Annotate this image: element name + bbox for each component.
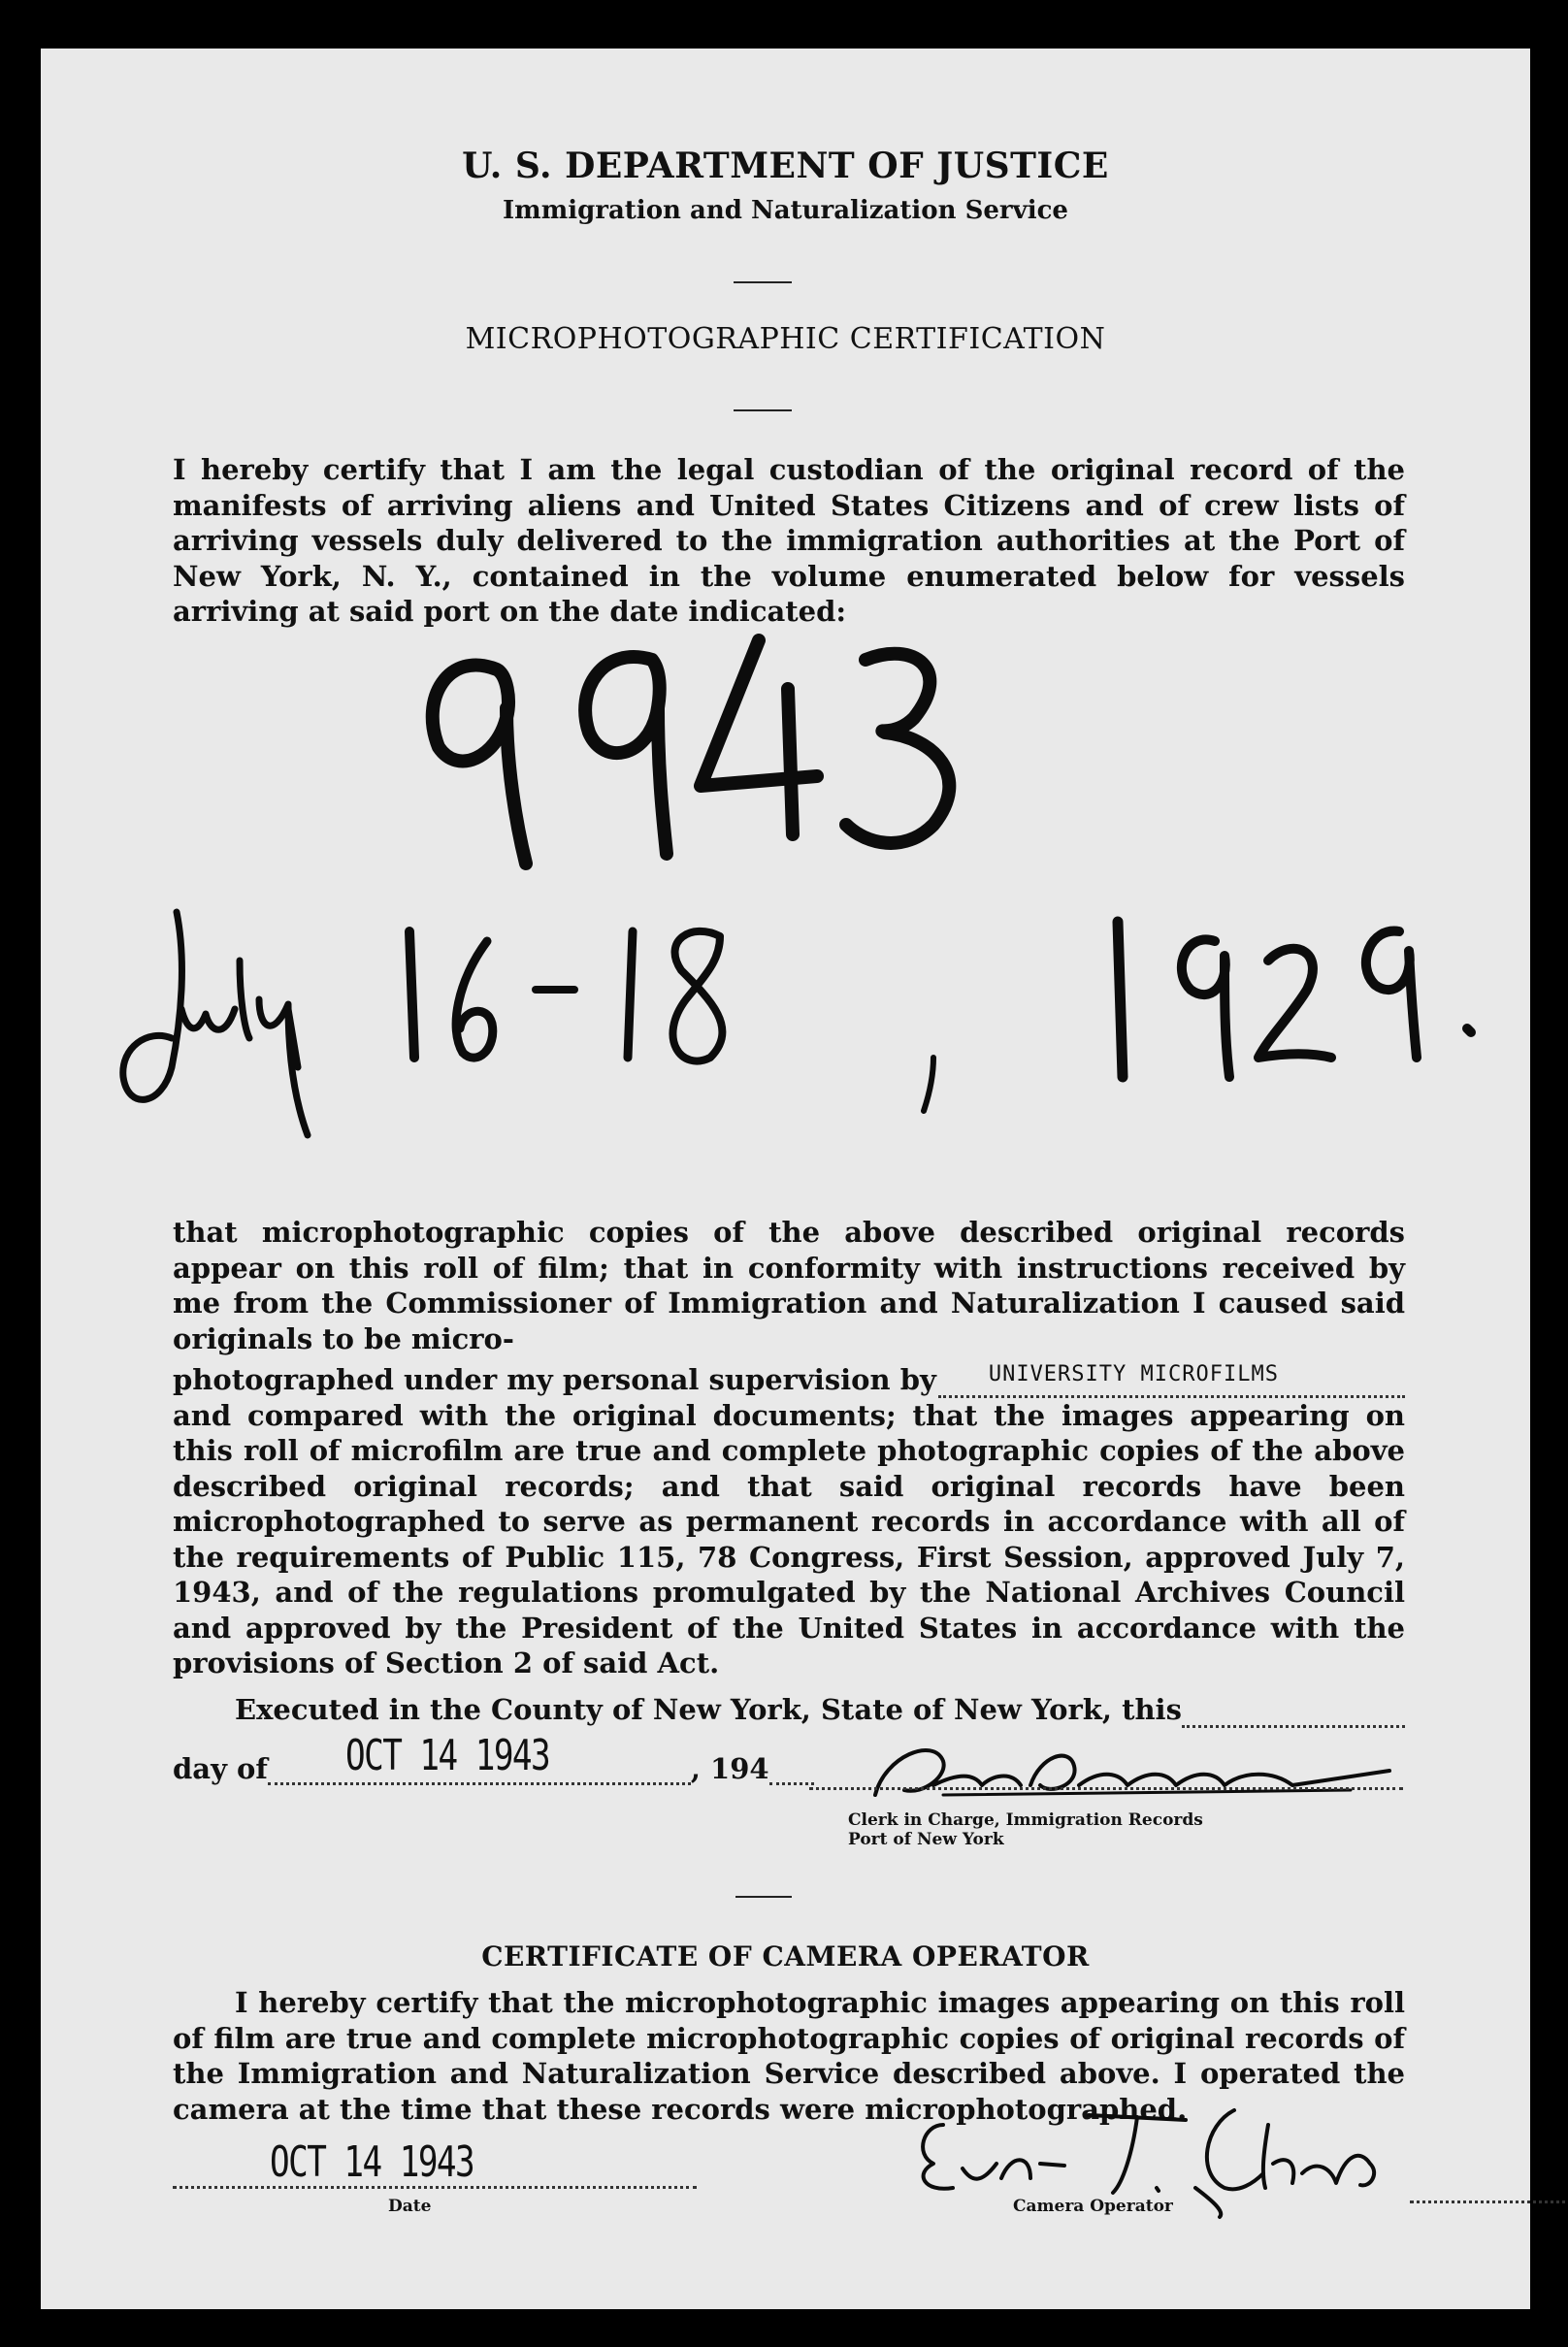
day-of-label: day of bbox=[173, 1752, 268, 1785]
intro-paragraph bbox=[173, 452, 1405, 630]
clerk-title bbox=[848, 1810, 1203, 1849]
divider bbox=[735, 1896, 792, 1898]
divider bbox=[734, 281, 792, 283]
clerk-signature bbox=[846, 1717, 1448, 1824]
clerk-signature-line bbox=[809, 1787, 1403, 1790]
handwritten-date-range bbox=[80, 902, 1496, 1155]
date-label: Date bbox=[388, 2197, 432, 2216]
executed-text: Executed in the County of New York, State of New York, this bbox=[235, 1693, 1182, 1726]
day-of-field bbox=[268, 1731, 691, 1785]
department-heading: U. S. DEPARTMENT OF JUSTICE bbox=[462, 146, 1109, 186]
body-text-2: and compared with the original documents; that the images appearing on this roll of microfilm are true and complete photographic copies of the above described original records; and that said original records have been microphotographed to serve as permanent records in accordance with all of the requirements of Public 115, 78 Congress, First Session, approved July 7, 1943, and of the regulations promulgated by the National Archives Council and approved by the President of the United States in accordance with the provisions of Section 2 of said Act. bbox=[173, 1398, 1405, 1679]
certification-title: MICROPHOTOGRAPHIC CERTIFICATION bbox=[465, 322, 1106, 356]
camera-operator-signature-line bbox=[1410, 2200, 1568, 2203]
body-text-1: that microphotographic copies of the above described original records appear on this roll of film; that in conformity with instructions received by me from the Commissioner of Immigration and Naturalization I caused said originals to be micro- bbox=[173, 1216, 1405, 1355]
day-of-row bbox=[173, 1727, 871, 1785]
supervision-label: photographed under my personal supervision by bbox=[173, 1363, 936, 1396]
certificate-sheet bbox=[41, 49, 1530, 2309]
camera-stamped-date: OCT 14 1943 bbox=[270, 2137, 474, 2187]
microfilmer-name: UNIVERSITY MICROFILMS bbox=[988, 1362, 1279, 1386]
body-paragraph bbox=[173, 1215, 1405, 1681]
handwritten-volume-number bbox=[409, 631, 895, 883]
stamped-date: OCT 14 1943 bbox=[344, 1731, 549, 1780]
camera-date-field bbox=[173, 2135, 697, 2189]
camera-certificate-title: CERTIFICATE OF CAMERA OPERATOR bbox=[481, 1940, 1090, 1972]
camera-operator-label: Camera Operator bbox=[1013, 2197, 1173, 2216]
year-prefix: , 194 bbox=[690, 1752, 769, 1785]
divider bbox=[734, 409, 792, 411]
clerk-title-line2: Port of New York bbox=[848, 1830, 1004, 1849]
clerk-title-line1: Clerk in Charge, Immigration Records bbox=[848, 1810, 1203, 1830]
year-field bbox=[769, 1759, 814, 1785]
microfilmer-field bbox=[938, 1362, 1405, 1398]
service-subheading: Immigration and Naturalization Service bbox=[503, 196, 1068, 225]
intro-text: I hereby certify that I am the legal custodian of the original record of the manifests of arriving aliens and United States Citizens and of crew lists of arriving vessels duly delivered to the immigration authorities at the Port of New York, N. Y., contained in the volume enumerated below for vessels arriving at said port on the date indicated: bbox=[173, 453, 1405, 628]
camera-operator-signature bbox=[904, 2096, 1409, 2212]
camera-text: I hereby certify that the microphotographic images appearing on this roll of film are true and complete microphotographic copies of original records of the Immigration and Naturalization Service described above. I operated the camera at the time that these records were microphotographed. bbox=[173, 1986, 1405, 2126]
